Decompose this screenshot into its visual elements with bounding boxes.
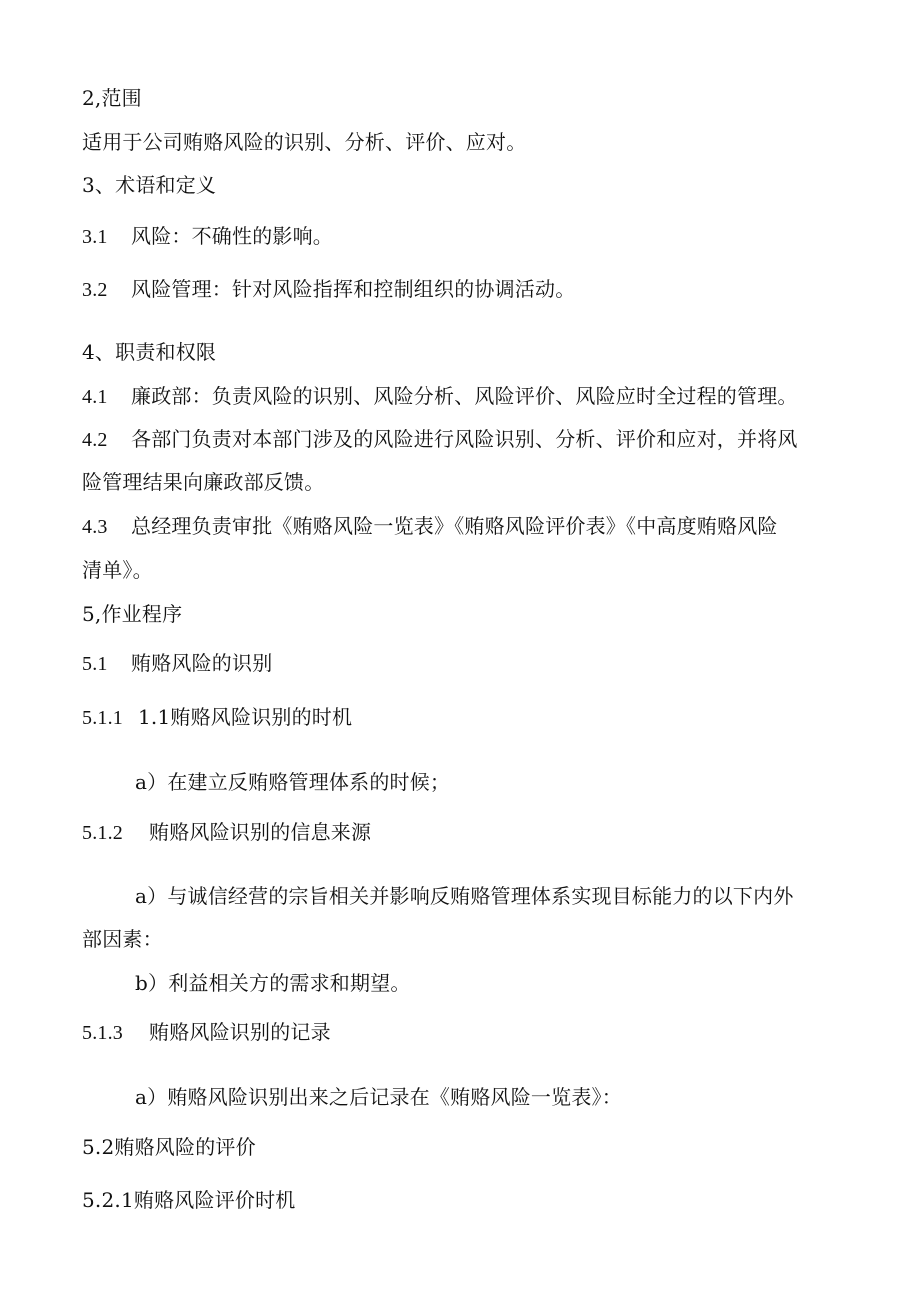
section-4-3-text-line2: 清单》。: [82, 558, 153, 582]
section-5-1-3-number: 5.1.3: [82, 1022, 123, 1044]
section-5-1-1-text: 1.1贿赂风险识别的时机: [138, 705, 353, 729]
section-5-2-heading: 5.2贿赂风险的评价: [82, 1135, 256, 1159]
section-3-2-text: 风险管理：针对风险指挥和控制组织的协调活动。: [131, 277, 576, 301]
section-5-1-2: [82, 820, 371, 845]
section-5-1-3-item-a: a）贿赂风险识别出来之后记录在《贿赂风险一览表》：: [135, 1085, 622, 1109]
section-5-1-1-item-a: a）在建立反贿赂管理体系的时候；: [135, 770, 451, 794]
section-5-2-1-heading: 5.2.1贿赂风险评价时机: [82, 1188, 296, 1212]
section-2-text: 适用于公司贿赂风险的识别、分析、评价、应对。: [82, 130, 527, 154]
section-3-2: [82, 277, 575, 302]
section-5-1-2-text: 贿赂风险识别的信息来源: [149, 820, 372, 844]
section-5-heading: 5,作业程序: [82, 602, 183, 626]
section-4-3-text-line1: 总经理负责审批《贿赂风险一览表》《贿赂风险评价表》《中高度贿赂风险: [131, 514, 778, 538]
section-5-1-1: [82, 705, 352, 730]
section-3-heading: 3、术语和定义: [82, 173, 217, 197]
section-3-1: [82, 224, 333, 249]
section-4-heading: 4、职责和权限: [82, 340, 217, 364]
section-5-1-1-number: 5.1.1: [82, 707, 123, 729]
section-4-1: [82, 384, 798, 409]
section-3-1-text: 风险：不确性的影响。: [131, 224, 333, 248]
section-5-1-2-item-b: b）利益相关方的需求和期望。: [135, 971, 411, 995]
section-5-1-3-text: 贿赂风险识别的记录: [149, 1020, 331, 1044]
section-4-2-text-line2: 险管理结果向廉政部反馈。: [82, 470, 325, 494]
section-4-2-text-line1: 各部门负责对本部门涉及的风险进行风险识别、分析、评价和应对，并将风: [131, 427, 798, 451]
section-5-1-number: 5.1: [82, 653, 108, 675]
section-4-1-text: 廉政部：负责风险的识别、风险分析、风险评价、风险应时全过程的管理。: [131, 384, 798, 408]
section-3-2-number: 3.2: [82, 279, 108, 301]
section-4-3: [82, 514, 778, 539]
section-5-1-3: [82, 1020, 331, 1045]
section-2-heading: 2,范围: [82, 86, 142, 110]
section-4-2-number: 4.2: [82, 429, 108, 451]
section-4-1-number: 4.1: [82, 386, 108, 408]
section-3-1-number: 3.1: [82, 226, 108, 248]
section-5-1-2-item-a-line2: 部因素：: [82, 927, 163, 951]
section-5-1-2-number: 5.1.2: [82, 822, 123, 844]
section-4-3-number: 4.3: [82, 516, 108, 538]
section-5-1-text: 贿赂风险的识别: [131, 651, 273, 675]
section-5-1: [82, 651, 272, 676]
section-5-1-2-item-a-line1: a）与诚信经营的宗旨相关并影响反贿赂管理体系实现目标能力的以下内外: [135, 884, 794, 908]
section-4-2: [82, 427, 798, 452]
